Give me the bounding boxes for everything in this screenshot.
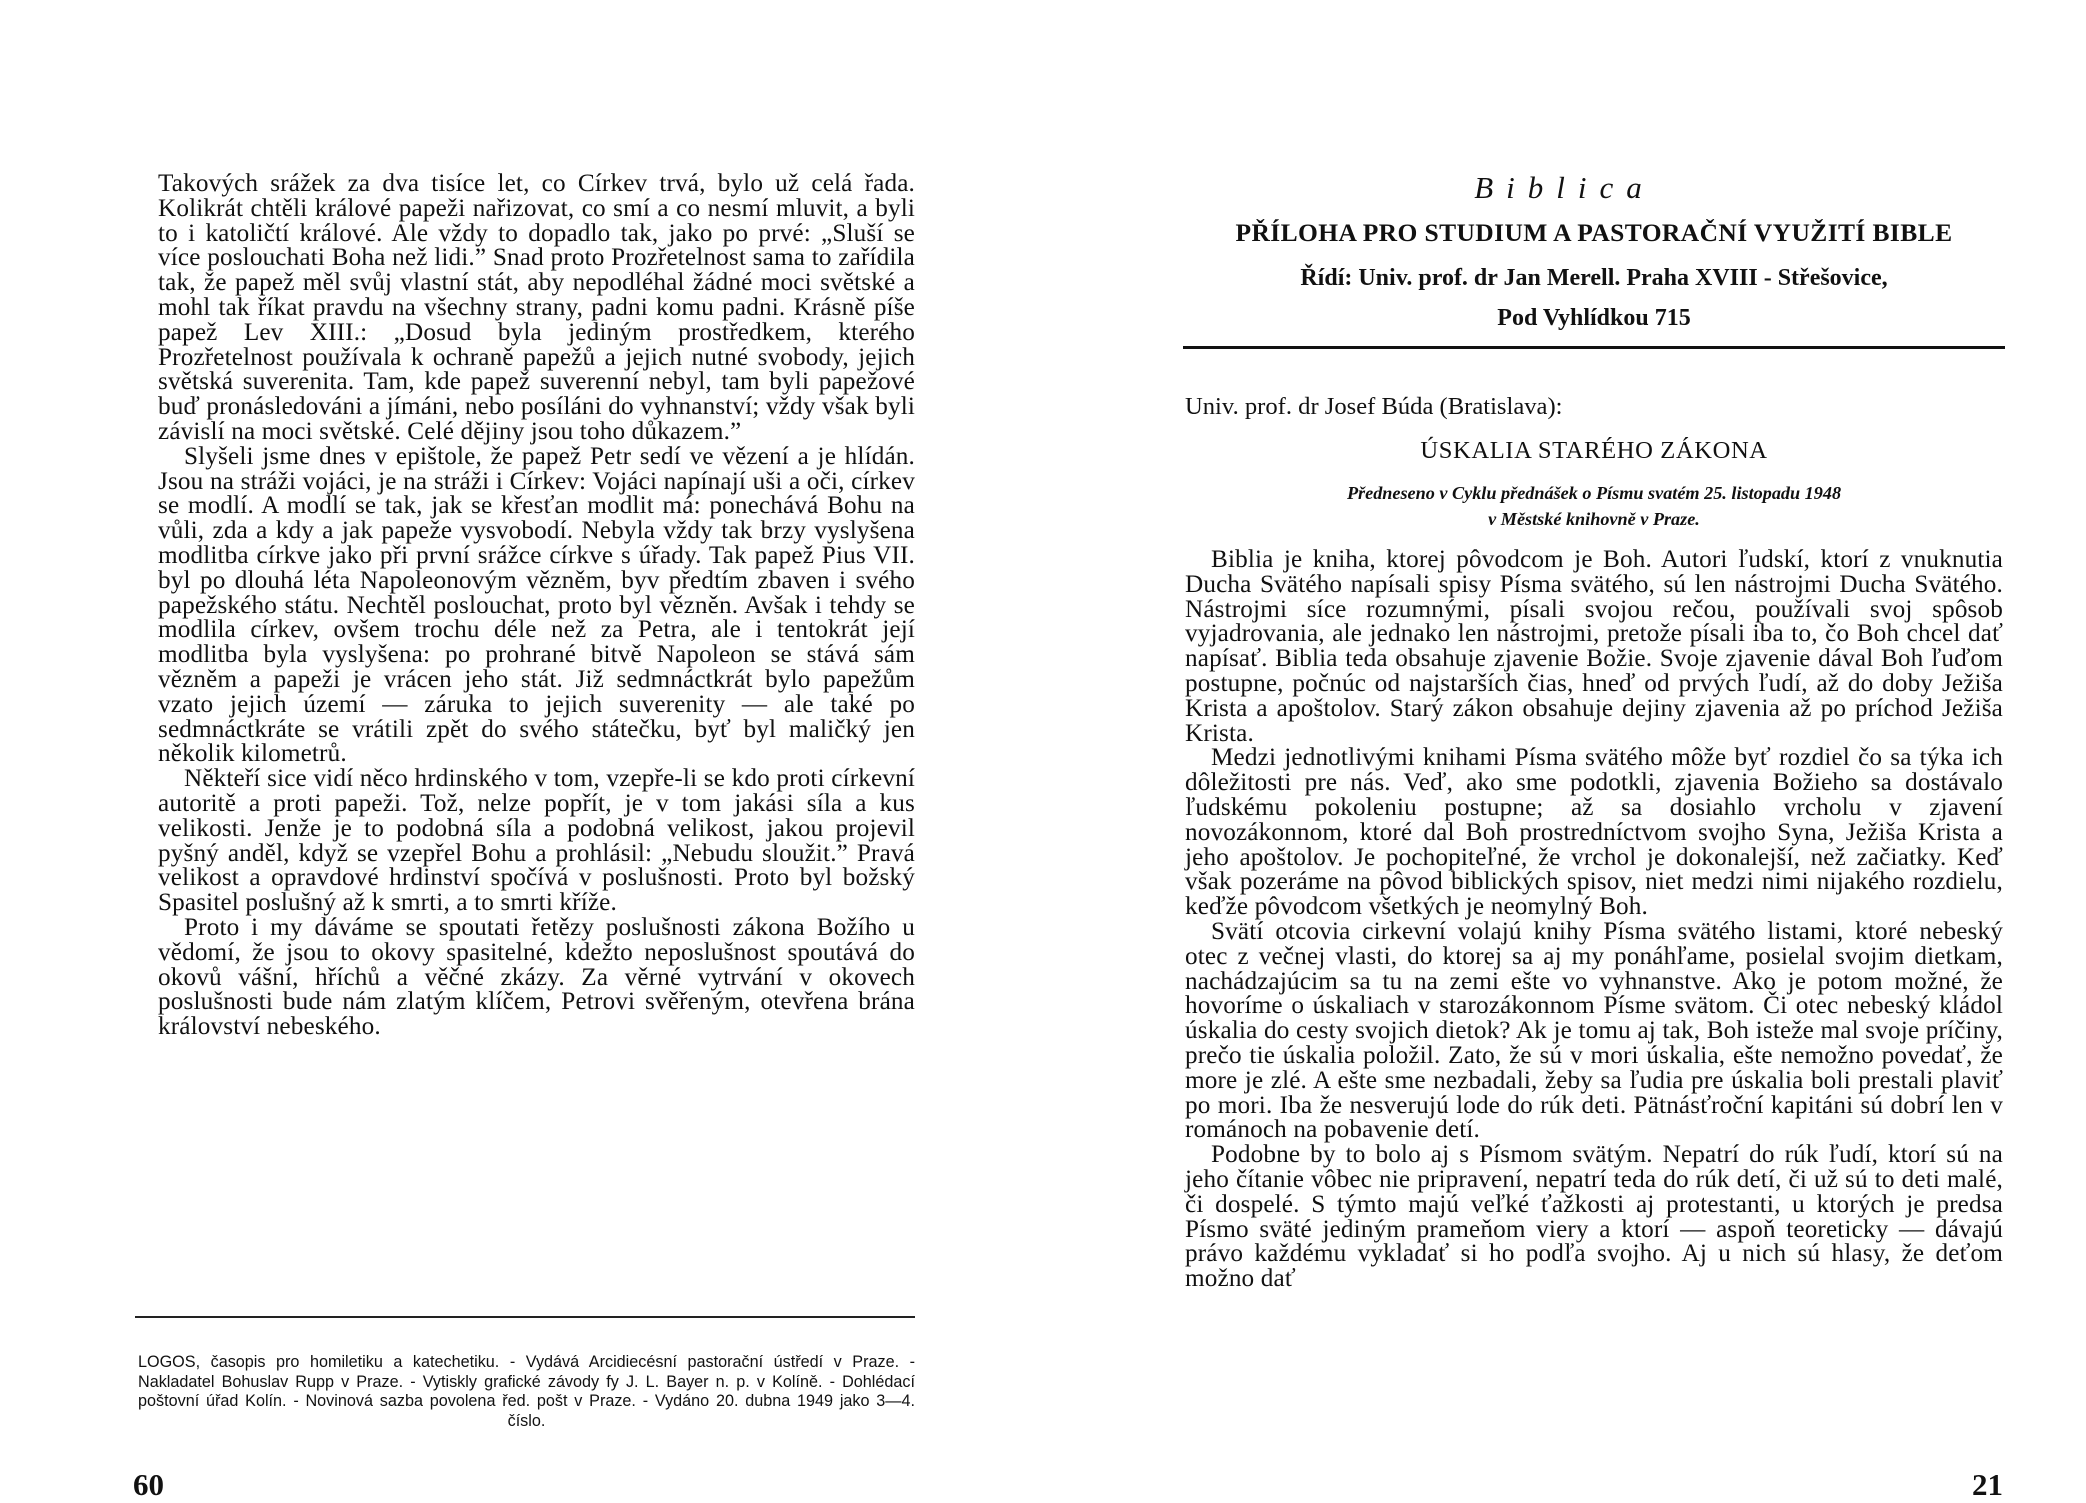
header-divider [1183,346,2005,349]
left-page-body [158,172,915,1040]
left-paragraph-1: Takových srážek za dva tisíce let, co Církev trvá, bylo už celá řada. Kolikrát chtěli králové papeži nařizovat, co smí a co nesmí mluvit, a byli to i katoličtí králové. Ale vždy to dopadlo tak, jako po prvé: „Sluší se více poslouchati Boha než lidi.” Snad proto Prozřetelnost sama to zařídila tak, že papež měl svůj vlastní stát, aby nepodléhal žádné moci světské a mohl tak říkat pravdu na všechny strany, padni komu padni. Krásně píše papež Lev XIII.: „Dosud byla jediným prostředkem, kterého Prozřetelnost používala k ochraně papežů a jejich nutné svobody, jejich světská suverenita. Tam, kde papež suverenní nebyl, tam byli papežové buď pronásledováni a jímáni, nebo posíláni do vyhnanství; vždy však byli závislí na moci světské. Celé dějiny jsou toho důkazem.” [158,170,915,445]
journal-title: Biblica [1474,170,1655,205]
left-paragraph-2: Slyšeli jsme dnes v epištole, že papež Petr sedí ve vězení a je hlídán. Jsou na stráži vojáci, je na stráži i Církev: Vojáci napínají uši a oči, církev se modlí. A modlí se tak, jak se křesťan modlit má: ponechává Bohu na vůli, zda a kdy a jak papeže vysvobodí. Nebyla vždy tak brzy vyslyšena modlitba církve jako při první srážce církve s úřady. Tak papež Pius VII. byl po dlouhá léta Napoleonovým vězněm, byv předtím zbaven i svého papežského státu. Nechtěl poslouchat, proto byl vězněn. Avšak i tehdy se modlila církev, ovšem trochu déle než za Petra, ale i tentokrát její modlitba byla vyslyšena: po prohrané bitvě Napoleon se stává sám vězněm a papeži je vrácen jeho stát. Již sedmnáctkrát bylo papežům vzato jejich území — záruka to jejich suverenity — ale také po sedmnáctkráte se vrátili zpět do svého státečku, byť byl maličký jen několik kilometrů. [158,442,915,768]
left-paragraph-3: Někteří sice vidí něco hrdinského v tom, vzepře-li se kdo proti církevní autoritě a proti papeži. Tož, nelze popřít, je v tom jakási síla a kus velikosti. Jenže je to podobná síla a podobná velikost, jakou projevil pyšný anděl, když se vzepřel Bohu a prohlásil: „Nebudu sloužit.” Pravá velikost a opravdové hrdinství spočívá v poslušnosti. Proto byl božský Spasitel poslušný až k smrti, a to smrti kříže. [158,765,915,917]
supplement-title: PŘÍLOHA PRO STUDIUM A PASTORAČNÍ VYUŽITÍ BIBLE [1235,218,1953,247]
footer-divider [135,1316,915,1318]
article-subtitle [1213,480,1975,532]
subtitle-line-2: v Městské knihovně v Praze. [1488,509,1700,529]
left-paragraph-4: Proto i my dáváme se spoutati řetězy poslušnosti zákona Božího u vědomí, že jsou to okovy spasitelné, kdežto neposlušnost spoutává do okovů vášní, hříchů a věčné zkázy. Za věrné vytrvání v okovech poslušnosti bude nám zlatým klíčem, Petrovi svěřeným, otevřena brána království nebeského. [158,913,915,1041]
right-paragraph-4: Podobne by to bolo aj s Písmom svätým. Nepatrí do rúk ľudí, ktorí sú na jeho čítanie vôbec nie pripravení, nepatrí teda do rúk detí, či už sú to deti malé, či dospelé. S týmto majú veľké ťažkosti aj protestanti, u ktorých je predsa Písmo sväté jediným prameňom viery a ktorí — aspoň teoreticky — dávajú právo každému vykladať si ho podľa svojho. Aj u nich sú hlasy, že deťom možno dať [1185,1141,2003,1293]
right-page-number: 21 [1972,1467,2003,1502]
left-page [0,0,1043,1500]
editor-line-1: Řídí: Univ. prof. dr Jan Merell. Praha XVIII - Střešovice, [1300,265,1888,291]
article-title: ÚSKALIA STARÉHO ZÁKONA [1420,437,1768,464]
right-page [1043,0,2086,1500]
right-paragraph-2: Medzi jednotlivými knihami Písma svätého môže byť rozdiel čo sa týka ich dôležitosti pre nás. Veď, ako sme podotkli, zjavenia Božieho sa dostávalo ľudskému pokoleniu postupne; až sa dosiahlo vrcholu v zjavení novozákonnom, ktoré dal Boh prostredníctvom svojho Syna, Ježiša Krista a jeho apoštolov. Je pochopiteľné, že vrchol je dokonalejší, než začiatky. Keď však pozeráme na pôvod biblických spisov, niet medzi nimi nijakého rozdielu, keďže pôvodcom všetkých je neomylný Boh. [1185,744,2003,921]
editor-info [1183,258,2005,338]
right-page-body [1185,548,2003,1292]
subtitle-line-1: Předneseno v Cyklu přednášek o Písmu svatém 25. listopadu 1948 [1346,483,1842,503]
publication-footer: LOGOS, časopis pro homiletiku a katechetiku. - Vydává Arcidiecésní pastorační ústředí v Praze. - Nakladatel Bohuslav Rupp v Praze. - Vytiskly grafické závody fy J. L. Bayer n. p. v Kolíně. - Dohlédací poštovní úřad Kolín. - Novinová sazba povolena řed. pošt v Praze. - Vydáno 20. dubna 1949 jako 3—4. číslo. [138,1353,915,1430]
right-paragraph-3: Svätí otcovia cirkevní volajú knihy Písma svätého listami, ktoré nebeský otec z večnej vlasti, do ktorej sa aj my ponáhľame, posielal svojim dietkam, nachádzajúcim sa tu na zemi ešte vo vyhnanstve. Ako je potom možné, že hovoríme o úskaliach v starozákonnom Písme svätom. Či otec nebeský kládol úskalia do cesty svojich dietok? Ak je tomu aj tak, Boh isteže mal svoje príčiny, prečo tie úskalia položil. Zato, že sú v mori úskalia, ešte nemožno povedať, že more je zlé. A ešte sme nezbadali, žeby sa ľudia pre úskalia boli prestali plaviť po mori. Iba že nesverujú lode do rúk deti. Pätnásťroční kapitáni sú dobrí len v románoch na pobavenie detí. [1185,917,2003,1144]
right-paragraph-1: Biblia je kniha, ktorej pôvodcom je Boh. Autori ľudskí, ktorí z vnuknutia Ducha Svätého napísali spisy Písma svätého, sú len nástrojmi Ducha Svätého. Nástrojmi síce rozumnými, písali svojou rečou, používali svoj spôsob vyjadrovania, ale jednako len nástrojmi, pretože písali iba to, čo Boh chcel dať napísať. Biblia teda obsahuje zjavenie Božie. Svoje zjavenie dával Boh ľuďom postupne, počnúc od najstarších čias, hneď od prvých ľudí, až do doby Ježiša Krista a apoštolov. Starý zákon obsahuje dejiny zjavenia až po príchod Ježiša Krista. [1185,546,2003,747]
left-page-number: 60 [133,1467,164,1502]
editor-line-2: Pod Vyhlídkou 715 [1497,305,1691,331]
article-author: Univ. prof. dr Josef Búda (Bratislava): [1185,393,1563,420]
